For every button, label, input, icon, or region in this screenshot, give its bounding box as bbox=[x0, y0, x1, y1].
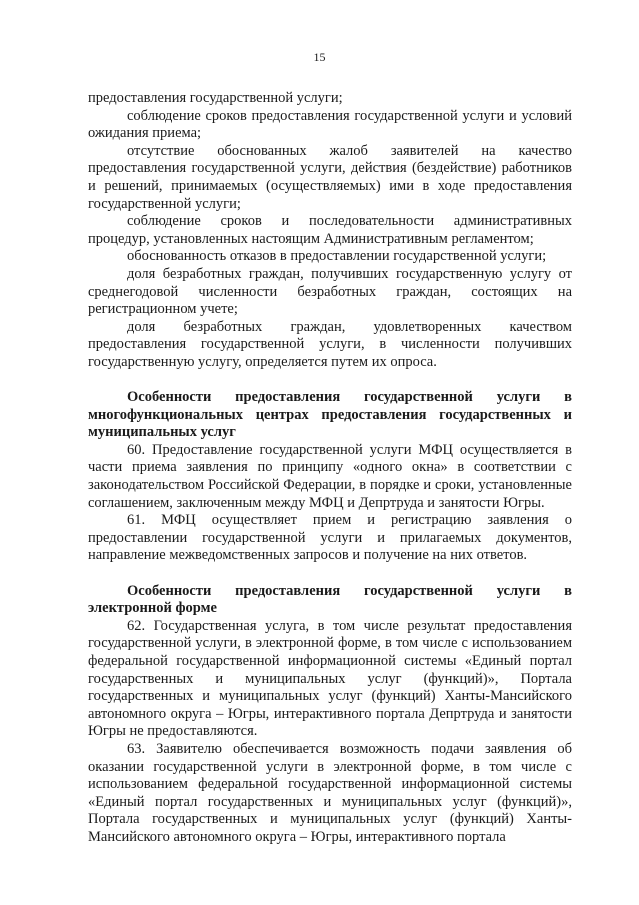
document-body bbox=[88, 90, 572, 847]
section-heading-mfc: Особенности предоставления государственной услуги в многофункциональных центрах предоставления государственных и муниципальных услуг bbox=[88, 389, 572, 441]
paragraph: обоснованность отказов в предоставлении государственной услуги; bbox=[127, 248, 547, 265]
paragraph: соблюдение сроков и последовательности административных процедур, установленных настоящим Административным регламентом; bbox=[88, 213, 572, 247]
paragraph-62: 62. Государственная услуга, в том числе результат предоставления государственной услуги, в электронной форме, в том числе с использованием федеральной государственной информационной системы «Единый портал государственных и муниципальных услуг (функций)», Портала государственных и муниципальных услуг (функций) Ханты-Мансийского автономного округа – Югры, интерактивного портала Депртруда и занятости Югры не предоставляются. bbox=[88, 617, 572, 740]
blank-line bbox=[88, 565, 572, 583]
paragraph: соблюдение сроков предоставления государственной услуги и условий ожидания приема; bbox=[88, 107, 572, 142]
paragraph-60: 60. Предоставление государственной услуги МФЦ осуществляется в части приема заявления по принципу «одного окна» в соответствии с законодательством Российской Федерации, в порядке и сроки, установленные соглашением, заключенным между МФЦ и Депртруда и занятости Югры. bbox=[88, 441, 572, 511]
paragraph: доля безработных граждан, получивших государственную услугу от среднегодовой численности безработных граждан, состоящих на регистрационном учете; bbox=[88, 265, 572, 318]
paragraph: отсутствие обоснованных жалоб заявителей на качество предоставления государственной услуги, действия (бездействие) работников и решений, принимаемых (осуществляемых) ими в ходе предоставления государственной услуги; bbox=[88, 142, 572, 212]
paragraph: доля безработных граждан, удовлетворенных качеством предоставления государственной услуги, в численности получивших государственную услугу, определяется путем их опроса. bbox=[88, 318, 572, 370]
paragraph-61: 61. МФЦ осуществляет прием и регистрацию заявления о предоставлении государственной услуги и прилагаемых документов, направление межведомственных запросов и получение на них ответов. bbox=[88, 512, 572, 564]
section-heading-electronic: Особенности предоставления государственной услуги в электронной форме bbox=[88, 582, 572, 617]
paragraph: предоставления государственной услуги; bbox=[88, 90, 343, 106]
blank-line bbox=[88, 372, 572, 390]
paragraph-63: 63. Заявителю обеспечивается возможность подачи заявления об оказании государственной услуги в электронной форме, в том числе с использованием федеральной государственной информационной системы «Единый портал государственных и муниципальных услуг (функций)», Портала государственных и муниципальных услуг (функций) Ханты-Мансийского автономного округа – Югры, интерактивного портала bbox=[88, 740, 572, 845]
page-number: 15 bbox=[313, 50, 326, 64]
